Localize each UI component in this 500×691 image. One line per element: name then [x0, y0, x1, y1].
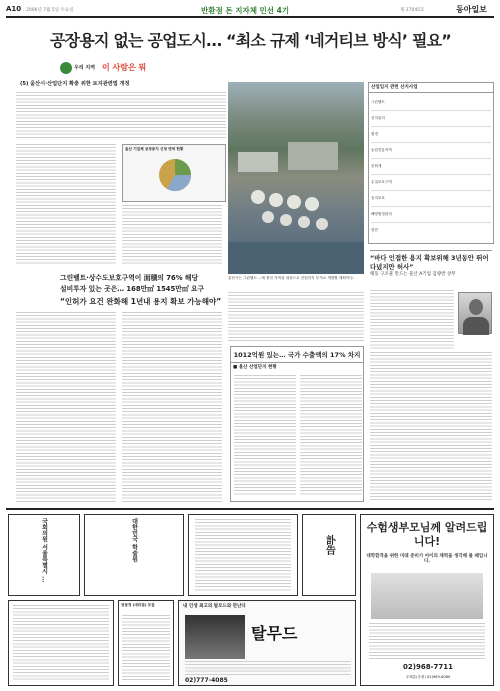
body-text-2 [122, 205, 222, 265]
small-ad-title: 천문정 (대리점) 모집 [121, 603, 155, 607]
column-title: “바다 인접한 용지 확보위해 3년동안 뛰어다녔지만 허사” [370, 250, 492, 272]
obituary-title: 訃告 [323, 535, 335, 555]
pie-chart [123, 153, 227, 201]
pie-slice-b [175, 159, 191, 175]
photo-caption: 울산시는 그린벨트 ...에 묶인 지역을 대상으로 산업단지 부지로 개발할 계획이다. [228, 276, 354, 280]
vertical-ad-3-text [195, 519, 291, 591]
column-subtitle: 태동 구조물 만드는 울산 A기업 김양반 상무 [370, 272, 456, 277]
side-table-title: 산업입지 관련 산지사업 [369, 83, 493, 93]
body-text-1 [16, 144, 116, 264]
side-table-row: 문화재 [371, 159, 491, 175]
side-table-row: 산지관리 [371, 111, 491, 127]
big-ad-title: 수험생부모님께 알려드립니다! [366, 521, 488, 548]
issue-code: 제 27045호 [400, 8, 425, 13]
side-table-row: 농업진흥지역 [371, 143, 491, 159]
export-text-b [300, 375, 362, 495]
side-table-row: 습지보호 [371, 191, 491, 207]
series-name: 이 사람은 뭐 [102, 63, 147, 72]
section-title: 반환점 돈 지자체 민선 4기 [201, 6, 290, 15]
vertical-ad-3 [188, 514, 298, 596]
side-table-row: 환경 [371, 127, 491, 143]
column-text-1 [370, 290, 454, 350]
newspaper-name: 동아일보 [456, 4, 487, 14]
series-icon [60, 62, 72, 74]
hair-ad-text [185, 661, 351, 677]
page-header [6, 4, 494, 18]
small-ad-left [8, 600, 114, 686]
big-ad [360, 514, 494, 686]
chart-title: 울산 기업체 공장용지 신청 면적 현황 [125, 147, 184, 151]
intro-text [16, 92, 226, 140]
big-ad-image [371, 573, 483, 619]
column-portrait [458, 292, 492, 334]
small-ad-mid-text [122, 615, 170, 681]
obituary-ad [302, 514, 356, 596]
export-text-a [234, 375, 296, 495]
side-table-row: 해양환경관리 [371, 207, 491, 223]
ad-divider [6, 508, 494, 510]
side-table-row: 수질보호구역 [371, 175, 491, 191]
big-ad-subtitle: 대학합격을 위한 미래 준비가 아이의 체력을 생각해 볼 때입니다. [366, 554, 488, 564]
body-text-5 [228, 292, 364, 342]
side-table [368, 82, 494, 244]
subheadline-2: 설비투자 있는 곳은… 168만㎡ 1545만㎡ 요구 [60, 285, 205, 293]
small-ad-mid [118, 600, 174, 686]
side-table-row: 그린벨트 [371, 95, 491, 111]
big-ad-bottom: 우체통(우편) 02)963-6060 [405, 675, 451, 679]
big-ad-text [369, 623, 485, 659]
export-title: 1012억원 있는… 국가 수출액의 17% 차지 [231, 347, 363, 363]
vertical-ad-2-text: 대한민국 학술원 [130, 518, 138, 563]
vertical-ad-2 [84, 514, 184, 596]
small-ad-left-text [13, 605, 109, 681]
series-badge [60, 62, 200, 76]
aerial-photo [228, 82, 364, 274]
portrait-head [469, 299, 483, 315]
series-prefix: 우리 지역 [74, 65, 96, 71]
portrait-body [463, 317, 489, 335]
page-date: 2006년 7월 5일 수요일 [26, 8, 74, 13]
big-ad-phone: 02)968-7711 [403, 663, 453, 671]
hair-ad-logo: 탈무드 [251, 624, 298, 643]
vertical-ad-1 [8, 514, 80, 596]
export-box [230, 346, 364, 502]
aerial-detail [228, 82, 364, 274]
hair-ad [178, 600, 356, 686]
main-headline: 공장용지 없는 공업도시… “최소 규제 ‘네거티브 방식’ 필요” [49, 31, 451, 50]
column-text-2 [370, 352, 492, 502]
body-text-4 [122, 312, 222, 502]
series-subtitle: (5) 울산시·산업단지 확충 위한 토지관련법 개정 [20, 81, 130, 87]
body-text-3 [16, 312, 116, 502]
subheadline-3: “인허가 요건 완화해 1년내 용지 확보 가능해야” [60, 297, 222, 306]
page-number: A10 [6, 5, 22, 13]
side-table-row: 항만 [371, 228, 378, 232]
export-subtitle: ■ 울산 산업단지 현황 [233, 365, 277, 370]
hair-ad-phone: 02)777-4085 [185, 677, 228, 684]
chart-box [122, 144, 226, 202]
hair-ad-image [185, 615, 245, 659]
subheadline-1: 그린벨트·상수도보호구역이 面積의 76% 해당 [60, 274, 199, 282]
side-table-row [371, 95, 491, 239]
hair-ad-tagline: 내 인생 최고의 탈모드와 만난다 [183, 604, 246, 609]
vertical-ad-1-text: 국회의원 서울특별시 ... [40, 518, 48, 583]
